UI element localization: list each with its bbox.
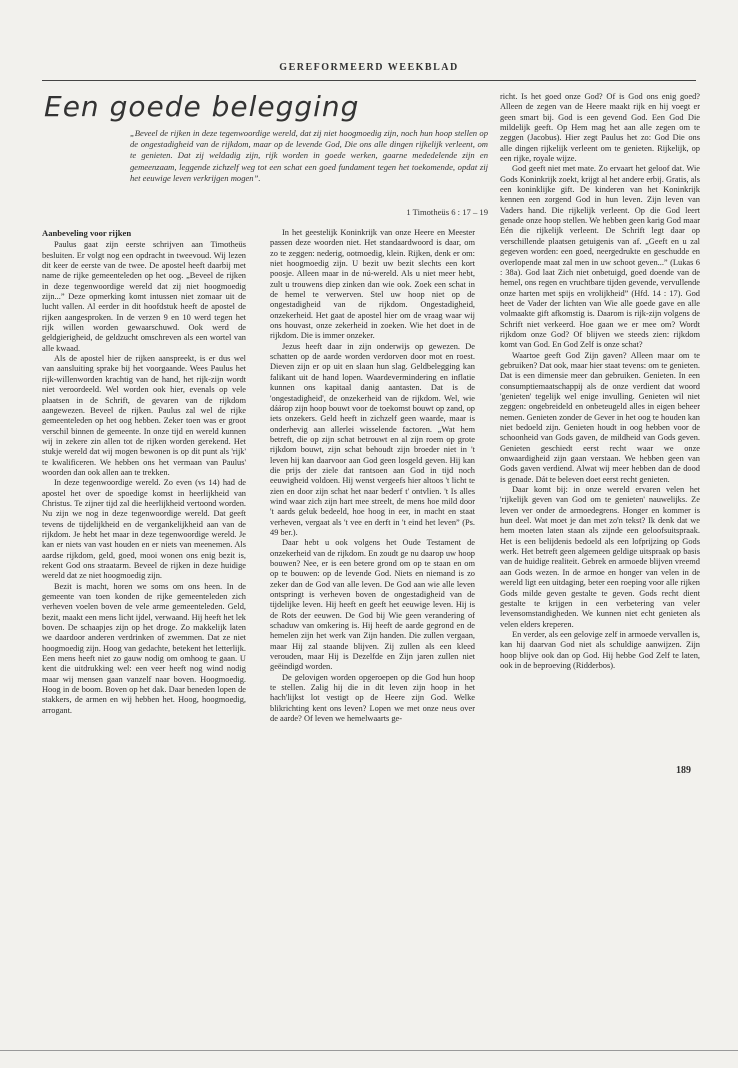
running-header: GEREFORMEERD WEEKBLAD — [279, 62, 459, 73]
article-title: Een goede belegging — [44, 90, 360, 123]
paragraph: Jezus heeft daar in zijn onderwijs op gewezen. De schatten op de aarde worden verdorven door mot en roest. Dieven zijn er op uit en slaan hun slag. Geldbelegging kan falikant uit de hand lopen. Waardevermindering en inflatie kunnen ons kapitaal danig aantasten. Dat is de 'ongestadigheid', de onzekerheid van de rijkdom. Wel, wie dáárop zijn hoop bouwt voor de toekomst bouwt op zand, op iets onzekers. Geld heeft in zichzelf geen waarde, maar is onderhevig aan allerlei wisselende factoren. „Wat hem betreft, die op zijn schat betrouwt en al zijn roem op grote rijkdom bouwt, zijn schat behoudt zijn broeder niet in 't leven hij kan daarvoor aan God geen losgeld geven. Hij kan die prijs der ziele dat rantsoen aan God in tijd noch eeuwigheid voldoen. Hij wenst vergeefs hier altoos 't licht te zien en door zijn schat het naar bederf t' ontvlien. 't Is alles wind waar zich zijn hart mee streelt, de mens hoe mild door 't aards geluk bedeeld, hoe hoog in eer, in macht en staat verheven, vergaat als 't vee en derft in 't eind het leven” (Ps. 49 ber.). — [270, 341, 475, 537]
scripture-motto: „Beveel de rijken in deze tegenwoordige wereld, dat zij niet hoogmoedig zijn, noch hun hoop stellen op de ongestadigheid van de rijkdom, maar op de levende God, Die ons alle dingen rijkelijk verleent, om te genieten. Dat zij weldadig zijn, rijk worden in goede werken, gaarne mededelende zijn en gemeenzaam, leggende zichzelf weg tot een schat een goed fundament tegen het toekomende, opdat zij het eeuwige leven verkrijgen mogen”. — [130, 128, 488, 183]
paragraph: Waartoe geeft God Zijn gaven? Alleen maar om te gebruiken? Dat ook, maar hier staat tevens: om te genieten. Dat is een dimensie meer dan gebruiken. Genieten. In een consumptiemaatschappij als de onze verdient dat woord 'genieten' tegelijk wel enige invulling. Genieten wil niet zeggen: ongebreideld en onbeteugeld alles in eigen beheer nemen. Genieten zonder de Gever in het oog te houden kan niet bedoeld zijn. Genieten houdt in oog hebben voor de schoonheid van Gods gaven, de mildheid van Gods geven. Genieten geschiedt eerst recht waar we onze onwaardigheid zijn gaan verstaan. We hebben geen van Gods gaven verdiend. Alwat wij meer hebben dan de dood is genade. Dát te beleven doet eerst recht genieten. — [500, 350, 700, 484]
paragraph: richt. Is het goed onze God? Of is God ons enig goed? Alleen de zegen van de Heere maakt rijk en hij voegt er geen smart bij. God is een gevend God. Een God Die mildelijk geeft. Op Hem mag het aan alle zegen om te zeggen (Jacobus). Hier zegt Paulus het zo: God Die ons alle dingen rijkelijk verleent om te genieten. Rijkelijk, op een rijke, royale wijze. — [500, 92, 700, 164]
paragraph: Bezit is macht, horen we soms om ons heen. In de gemeente van toen konden de rijke gemeenteleden zich verheven voelen boven de vele arme gemeenteleden. Geld, bezit, maakt een mens licht ijdel, verwaand. Hij heeft het lek boven. De schaapjes zijn op het droge. Zo makkelijk laten we daardoor anderen verdrinken of zwemmen. Dat ze niet hoogmoedig zijn. Hoog van gedachte, betekent het letterlijk. Een mens heeft niet zo gauw nodig om omhoog te gaan. U kent die uitdrukking wel: een veer heeft nog wind nodig maar wij mensen gaan vanzelf naar boven. Hoogmoedig. Hoog in de boom. Boven op het dak. Daar beneden lopen de stakkers, de armen en wij hebben het. Hoog, hoogmoedig, arrogant. — [42, 581, 246, 715]
paragraph: God geeft niet met mate. Zo ervaart het geloof dat. Wie Gods Koninkrijk zoekt, krijgt al het andere erbij. Gratis, als een koninklijke gift. De kinderen van het Koninkrijk kennen een zorgend God in hun leven. Zijn leven van Vaders hand. Die rijkelijk verleent. Op die God leert genade onze hoop stellen. We hebben geen karig God maar Eén die rijkelijk verleent. De Schrift legt daar op verschillende plaatsen getuigenis van af. „Geeft en u zal gegeven worden: een goed, neergedrukte en geschudde en overlopende maat zal men in uw schoot geven...” (Lukas 6 : 38a). God laat Zich niet onbetuigd, goed doende van de hemel, ons regen en vruchtbare tijden gevende, vervullende onze harten met spijs en vrolijkheid” (Hfd. 14 : 17). God heet de Vader der lichten van Wie alle goede gave en alle volmaakte gift afkomstig is. Daarom is rijk-zijn volgens de Schrift niet verkeerd. Hoe gaan we er mee om? Wordt rijkdom onze God? Of blijven we steeds zien: rijkdom komt van God. En God Zelf is onze schat? — [500, 164, 700, 350]
paragraph: Daar hebt u ook volgens het Oude Testament de onzekerheid van de rijkdom. En zoudt ge nu daarop uw hoop bouwen? Nee, er is een betere grond om op te staan en om op te bouwen: op de levende God. Niets en niemand is zo zeker dan de God van alle leven. De God aan wie alle leven ontspringt is verheven boven de ongestadigheid van de tijdelijke leven. Hij heeft en geeft het eeuwige leven. Hij is de Rots der eeuwen. De God bij Wie geen verandering of schaduw van omkering is. Hij heeft de aarde gegrond en de hemelen zijn het werk van Zijn handen. Die zullen vergaan, maar Hij zal staande blijven. Zij zullen als een kleed verouden, maar Hij is Dezelfde en Zijn jaren zullen niet geëindigd worden. — [270, 538, 475, 672]
paragraph: Paulus gaat zijn eerste schrijven aan Timotheüs besluiten. Er volgt nog een opdracht in tweevoud. Wij lezen dit keer de eerste van de twee. De apostel heeft daarbij met name de rijke gemeenteleden op het oog. „Beveel de rijken in deze tegenwoordige wereld dat zij niet hoogmoedig zijn...” Deze opmerking komt intussen niet zomaar uit de lucht vallen. Al eerder in dit hoofdstuk heeft de apostel de rijken aangesproken. In de verzen 9 en 10 werd tegen het rijk willen worden gewaarschuwd. Ook werd de geldgierigheid, de geldzucht omschreven als een wortel van alle kwaad. — [42, 240, 246, 353]
paragraph: De gelovigen worden opgeroepen op die God hun hoop te stellen. Zalig hij die in dit leven zijn hoop in het hach'lijkst lot vestigt op de Heere zijn God. Welke blikrichting kent ons leven? Lopen we met onze neus over de aarde? Of leven we hemelwaarts ge- — [270, 672, 475, 724]
column-1 — [42, 228, 246, 968]
paragraph: Daar komt bij: in onze wereld ervaren velen het 'rijkelijk geven van God om te genieten' nauwelijks. Ze leven ver onder de armoedegrens. Honger en kommer is hun deel. Wat moet je dan met zo'n tekst? Ik denk dat we hem moeten laten staan als zijnde een geloofsuitspraak. Het is een belijdenis bedoeld als een lofprijzing op Gods werk. Het betreft geen algemeen geldige uitspraak op basis van de huidige realiteit. Gebrek en armoede blijven vreemd aan Gods wezen. In de armoe en honger van velen in de wereld ligt een uitdaging, beter een roeping voor alle rijken Gods milde geven gestalte te geven. Gods recht dient gestalte te krijgen in een verbetering van veler levensomstandigheden. We kunnen niet echt genieten als velen elders kreperen. — [500, 485, 700, 629]
scripture-reference: 1 Timotheüs 6 : 17 – 19 — [406, 207, 488, 217]
bottom-rule — [0, 1050, 738, 1051]
paragraph: Als de apostel hier de rijken aanspreekt, is er dus wel van aansluiting sprake bij het voorgaande. Wees Paulus het rijk-willenworden krachtig van de hand, het rijk-zijn wordt niet veroordeeld. Wel worden ook hier, evenals op vele plaatsen in de Schrift, de gevaren van de rijkdom aangewezen. Beveel de rijken. Paulus zal wel de rijke gemeenteleden op het oog hebben. Zeker toen was er groot verschil binnen de gemeente. In onze tijd en wereld kunnen wij in zekere zin allen tot de rijken worden gerekend. Het stukje wereld dat wij mogen bewonen is op dit punt als 'rijk' te kwalificeren. We hebben ons het vermaan van Paulus' woorden dan ook allen aan te trekken. — [42, 354, 246, 477]
column-2 — [270, 228, 475, 948]
page-number: 189 — [676, 765, 691, 776]
paragraph: In het geestelijk Koninkrijk van onze Heere en Meester passen deze woorden niet. Het standaardwoord is daar, om zo te zeggen: nederig, ootmoedig, klein. Rijken, denk er om: niet hoogmoedig zijn. U bezit uw bezit slechts een kort poosje. Alleen maar in de nú-wereld. Als u niet meer hebt, zult u trouwens diep zinken dan wie ook. Zoek een schat in de hemel te verwerven. Stel uw hoop niet op de ongestadigheid van de rijkdom. Ongestadigheid, onzekerheid. Het gaat de apostel hier om de vraag waar wij ons houvast, onze zekerheid in zoeken. Wie het doet in de rijkdom. Die is immer onzeker. — [270, 228, 475, 341]
section-heading: Aanbeveling voor rijken — [42, 228, 132, 238]
column-3 — [500, 92, 700, 732]
paragraph: En verder, als een gelovige zelf in armoede vervallen is, kan hij daarvan God niet als schuldige aanwijzen. Zijn hoop blijve ook dan op God. Hij hebbe God Zelf te laten, ook in de beproeving (Ridderbos). — [500, 629, 700, 670]
header-rule — [42, 80, 696, 81]
paragraph: In deze tegenwoordige wereld. Zo even (vs 14) had de apostel het over de spoedige komst in heerlijkheid van Christus. Te zijner tijd zal die heerlijkheid vertoond worden. Nu zijn we nog in deze tegenwoordige wereld. Dat geeft tevens de tijdelijkheid en de vergankelijkheid aan van de rijkdom. Je hebt het maar in deze tegenwoordige wereld. Je kan er niets van vast houden en er niets van meenemen. Als aardse rijkdom, geld, goed, mooi wonen ons enig bezit is, rekent God ons straatarm. Beveel de rijken in deze huidige wereld dat ze niet hoogmoedig zijn. — [42, 478, 246, 581]
